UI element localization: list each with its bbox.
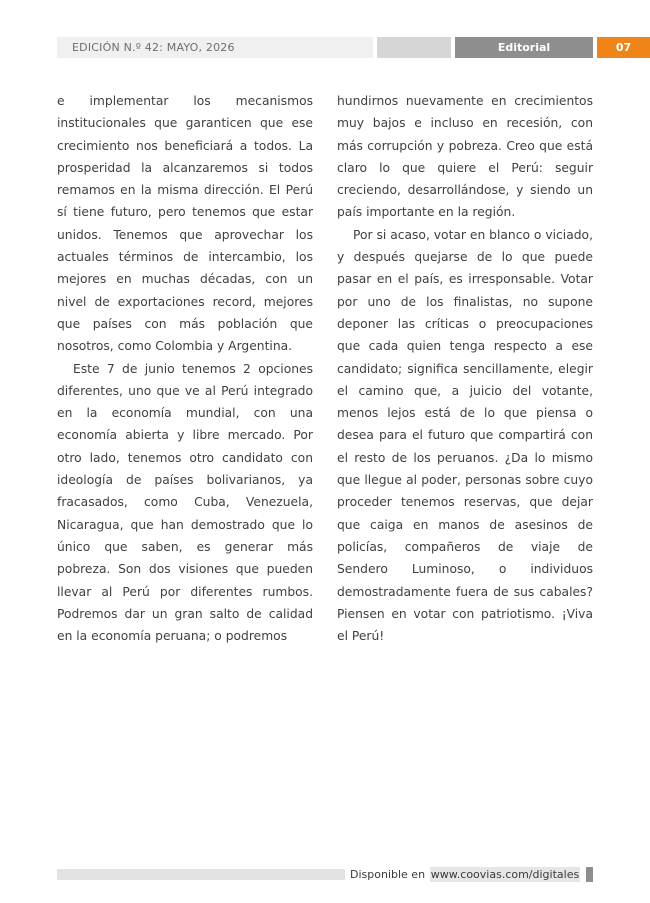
left-text-column [57,90,313,647]
right-text-column [337,90,593,647]
footer-available-label: Disponible en [350,868,426,881]
header-divider-block [377,37,451,58]
footer-rule [57,869,345,880]
paragraph: Por si acaso, votar en blanco o viciado, y después quejarse de lo que puede pasar en el país, es irresponsable. Votar por uno de los finalistas, no supone deponer las críticas o preocupaciones que cada quien tenga respecto a ese candidato; significa sencillamente, elegir el camino que, a juicio del votante, menos lejos está de lo que piensa o desea para el futuro que compartirá con el resto de los peruanos. ¿Da lo mismo que llegue al poder, personas sobre cuyo proceder tenemos reservas, que dejar que caiga en manos de asesinos de policías, compañeros de viaje de Sendero Luminoso, o individuos demostradamente fuera de sus cabales? Piensen en votar con patriotismo. ¡Viva el Perú! [337,227,593,644]
footer-end-block [586,867,593,882]
issue-label: EDICIÓN N.º 42: MAYO, 2026 [57,37,373,58]
footer-url-link[interactable]: www.coovias.com/digitales [430,868,580,881]
page-number: 07 [597,37,650,58]
paragraph: Este 7 de junio tenemos 2 opciones diferentes, uno que ve al Perú integrado en la economía mundial, con una economía abierta y libre mercado. Por otro lado, tenemos otro candidato con ideología de países bolivarianos, ya fracasados, como Cuba, Venezuela, Nicaragua, que han demostrado que lo único que saben, es generar más pobreza. Son dos visiones que pueden llevar al Perú por diferentes rumbos. Podremos dar un gran salto de calidad en la economía peruana; o podremos [57,361,313,644]
section-label: Editorial [455,37,593,58]
paragraph: hundirnos nuevamente en crecimientos muy bajos e incluso en recesión, con más corrupción y pobreza. Creo que está claro lo que quiere el Perú: seguir creciendo, desarrollándose, y siendo un país importante en la región. [337,94,593,220]
paragraph: e implementar los mecanismos institucionales que garanticen que ese crecimiento nos beneficiará a todos. La prosperidad la alcanzaremos si todos remamos en la misma dirección. El Perú sí tiene futuro, pero tenemos que estar unidos. Tenemos que aprovechar los actuales términos de intercambio, los mejores en muchas décadas, con un nivel de exportaciones record, mejores que países con más población que nosotros, como Colombia y Argentina. [57,94,313,354]
